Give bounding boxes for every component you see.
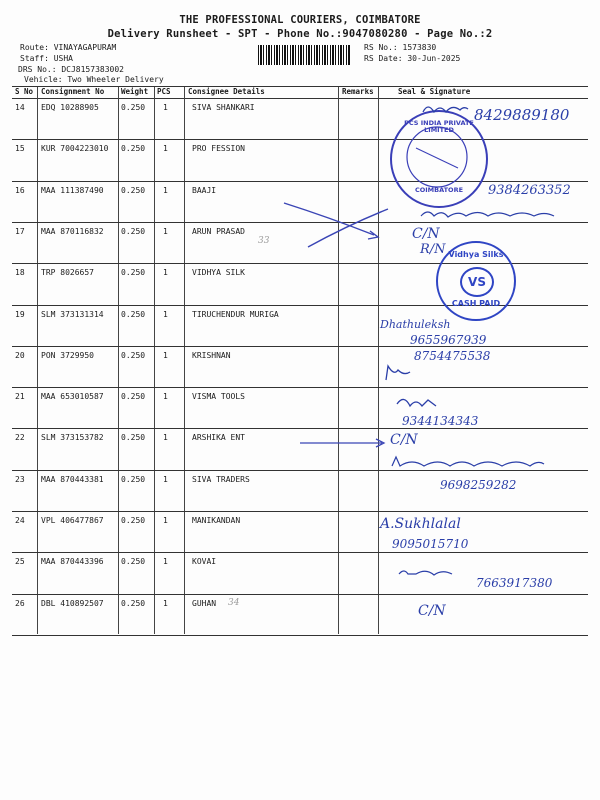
row-weight: 0.250 xyxy=(121,392,146,402)
row-consignment-no: TRP 8026657 xyxy=(41,268,94,278)
staff-label: Staff: USHA xyxy=(20,54,73,63)
row-weight: 0.250 xyxy=(121,309,146,319)
row-consignee: VISMA TOOLS xyxy=(192,392,245,402)
col-sno: S No xyxy=(15,87,34,96)
table-header-rule xyxy=(12,98,588,99)
col-remarks: Remarks xyxy=(342,87,374,96)
col-weight: Weight xyxy=(121,87,149,96)
cn-row17: C/N xyxy=(412,226,440,242)
row-pcs: 1 xyxy=(163,557,168,567)
phone-row16: 9384263352 xyxy=(488,183,571,198)
pcs-india-stamp xyxy=(390,110,488,208)
vehicle-label: Vehicle: Two Wheeler Delivery xyxy=(24,75,164,84)
phone-row20: 8754475538 xyxy=(414,349,491,363)
barcode xyxy=(258,45,350,65)
row-rule xyxy=(12,552,588,553)
row-consignee: ARSHIKA ENT xyxy=(192,433,245,443)
row-sno: 21 xyxy=(15,392,25,402)
row-weight: 0.250 xyxy=(121,350,146,360)
row-weight: 0.250 xyxy=(121,185,146,195)
row-pcs: 1 xyxy=(163,474,168,484)
signature-row14 xyxy=(420,100,470,118)
row-pcs: 1 xyxy=(163,433,168,443)
signature-row22 xyxy=(388,454,548,472)
row-pcs: 1 xyxy=(163,226,168,236)
row-sno: 15 xyxy=(15,144,25,154)
row-consignment-no: PON 3729950 xyxy=(41,350,94,360)
row-consignment-no: MAA 111387490 xyxy=(41,185,104,195)
row-rule xyxy=(12,635,588,636)
rs-number: RS No.: 1573830 xyxy=(364,43,437,52)
row-sno: 18 xyxy=(15,268,25,278)
row-consignee: KRISHNAN xyxy=(192,350,231,360)
col-consignee: Consignee Details xyxy=(188,87,265,96)
row-pcs: 1 xyxy=(163,309,168,319)
runsheet-title: Delivery Runsheet - SPT - Phone No.:9047080280 - Page No.:2 xyxy=(107,28,493,40)
vidhya-stamp-bottom: CASH PAID xyxy=(451,299,501,308)
row-sno: 25 xyxy=(15,557,25,567)
row-weight: 0.250 xyxy=(121,103,146,112)
row-rule xyxy=(12,181,588,182)
tamil-signature-row16 xyxy=(418,206,558,222)
row-sno: 23 xyxy=(15,474,25,484)
row-sno: 22 xyxy=(15,433,25,443)
margin-note-34: 34 xyxy=(228,598,240,608)
row-consignment-no: MAA 653010587 xyxy=(41,392,104,402)
signature-row20 xyxy=(382,362,414,384)
name-row24: A.Sukhlalal xyxy=(380,516,461,532)
pen-cross-strokes xyxy=(278,195,428,255)
row-rule xyxy=(12,346,588,347)
company-title: THE PROFESSIONAL COURIERS, COIMBATORE xyxy=(179,14,421,26)
phone-row24: 9095015710 xyxy=(392,537,469,551)
row-pcs: 1 xyxy=(163,103,168,112)
row-pcs: 1 xyxy=(163,598,168,608)
name-row19: Dhathuleksh xyxy=(380,318,451,331)
row-consignment-no: EDQ 10288905 xyxy=(41,103,99,112)
row-pcs: 1 xyxy=(163,392,168,402)
rn-row17: R/N xyxy=(420,242,446,257)
phone-row21: 9344134343 xyxy=(402,414,479,428)
signature-row21 xyxy=(394,394,440,412)
row-consignee: MANIKANDAN xyxy=(192,516,241,525)
phone-row14: 8429889180 xyxy=(474,106,570,124)
cn-row22: C/N xyxy=(390,432,418,448)
row-consignment-no: MAA 870443396 xyxy=(41,557,104,567)
pcs-stamp-ring-text: PCS INDIA PRIVATE LIMITED xyxy=(404,119,474,134)
row-consignment-no: MAA 870443381 xyxy=(41,474,104,484)
row-sno: 19 xyxy=(15,309,25,319)
row-rule xyxy=(12,139,588,140)
row-sno: 17 xyxy=(15,226,25,236)
row-weight: 0.250 xyxy=(121,598,146,608)
row-weight: 0.250 xyxy=(121,226,146,236)
pen-arrow-stroke xyxy=(298,436,388,450)
pcs-stamp-bottom-text: COIMBATORE xyxy=(414,186,464,194)
row-pcs: 1 xyxy=(163,516,168,525)
row-consignment-no: SLM 373131314 xyxy=(41,309,104,319)
row-consignment-no: DBL 410892507 xyxy=(41,598,104,608)
row-sno: 20 xyxy=(15,350,25,360)
row-pcs: 1 xyxy=(163,144,168,154)
row-sno: 26 xyxy=(15,598,25,608)
vidhya-stamp-logo: VS xyxy=(460,267,494,297)
row-weight: 0.250 xyxy=(121,516,146,525)
row-sno: 24 xyxy=(15,516,25,525)
row-rule xyxy=(12,511,588,512)
row-consignee: SIVA SHANKARI xyxy=(192,103,255,112)
row-weight: 0.250 xyxy=(121,144,146,154)
row-consignee: VIDHYA SILK xyxy=(192,268,245,278)
row-weight: 0.250 xyxy=(121,557,146,567)
row-consignment-no: VPL 406477867 xyxy=(41,516,104,525)
col-pcs: PCS xyxy=(157,87,171,96)
row-weight: 0.250 xyxy=(121,474,146,484)
vidhya-stamp-top: Vidhya Silks xyxy=(448,250,504,259)
signature-row25 xyxy=(396,566,456,580)
cn-row26: C/N xyxy=(418,603,446,619)
row-consignee: PRO FESSION xyxy=(192,144,245,154)
row-consignee: TIRUCHENDUR MURIGA xyxy=(192,309,279,319)
row-rule xyxy=(12,387,588,388)
row-consignment-no: MAA 870116832 xyxy=(41,226,104,236)
route-label: Route: VINAYAGAPURAM xyxy=(20,43,117,52)
row-consignee: SIVA TRADERS xyxy=(192,474,250,484)
row-weight: 0.250 xyxy=(121,433,146,443)
row-weight: 0.250 xyxy=(121,268,146,278)
row-consignment-no: SLM 373153782 xyxy=(41,433,104,443)
margin-note-33: 33 xyxy=(258,236,270,246)
row-consignee: KOVAI xyxy=(192,557,217,567)
drs-number: DRS No.: DCJ8157383002 xyxy=(18,65,124,74)
row-consignee: GUHAN xyxy=(192,598,217,608)
rs-date: RS Date: 30-Jun-2025 xyxy=(364,54,461,63)
row-rule xyxy=(12,594,588,595)
phone-row19: 9655967939 xyxy=(410,333,487,347)
col-consignment: Consignment No xyxy=(41,87,105,96)
col-signature: Seal & Signature xyxy=(398,87,471,96)
row-pcs: 1 xyxy=(163,350,168,360)
row-sno: 14 xyxy=(15,103,25,112)
row-rule xyxy=(12,428,588,429)
phone-row25: 7663917380 xyxy=(476,576,553,590)
phone-row23: 9698259282 xyxy=(440,478,517,492)
vidhya-silks-stamp xyxy=(436,241,516,321)
row-consignee: BAAJI xyxy=(192,185,217,195)
row-pcs: 1 xyxy=(163,268,168,278)
row-sno: 16 xyxy=(15,185,25,195)
row-pcs: 1 xyxy=(163,185,168,195)
row-consignment-no: KUR 7004223010 xyxy=(41,144,109,154)
row-consignee: ARUN PRASAD xyxy=(192,226,245,236)
